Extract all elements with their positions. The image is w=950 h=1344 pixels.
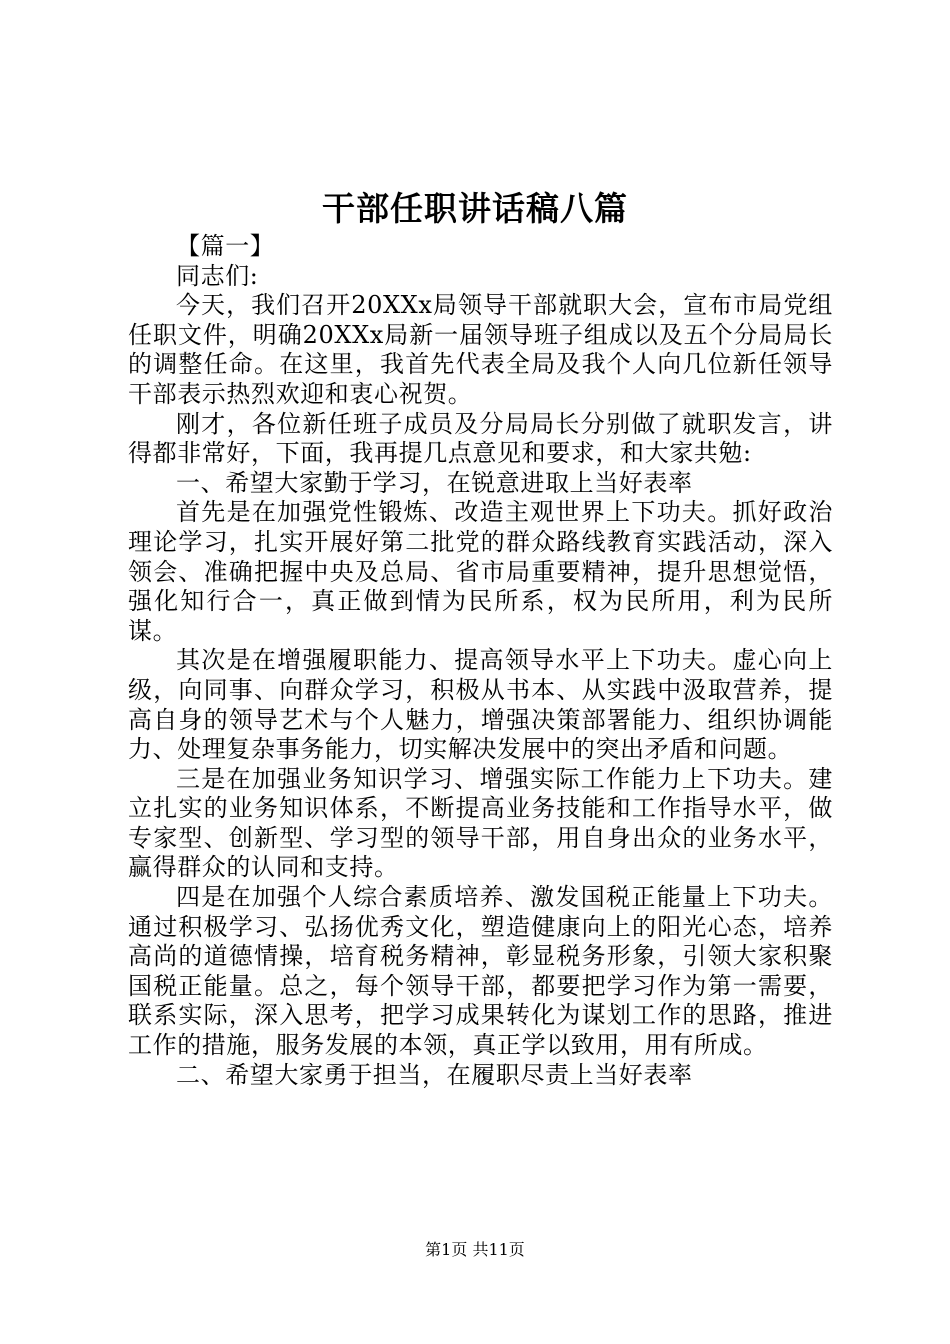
paragraph: 其次是在增强履职能力、提高领导水平上下功夫。虚心向上级，向同事、向群众学习，积极从书本、从实践中汲取营养，提高自身的领导艺术与个人魅力，增强决策部署能力、组织协调能力、处理复杂事务能力，切实解决发展中的突出矛盾和问题。 — [128, 646, 833, 764]
salutation: 同志们: — [176, 261, 259, 290]
section-heading: 二、希望大家勇于担当，在履职尽责上当好表率 — [176, 1060, 693, 1089]
paragraph: 首先是在加强党性锻炼、改造主观世界上下功夫。抓好政治理论学习，扎实开展好第二批党的群众路线教育实践活动，深入领会、准确把握中央及总局、省市局重要精神，提升思想觉悟，强化知行合一，真正做到情为民所系，权为民所用，利为民所谋。 — [128, 498, 833, 645]
section-heading: 一、希望大家勤于学习，在锐意进取上当好表率 — [176, 468, 693, 497]
page-footer: 第1页 共11页 — [425, 1240, 525, 1259]
section-label: 【篇一】 — [176, 232, 275, 260]
paragraph: 今天，我们召开20XXx局领导干部就职大会，宣布市局党组任职文件，明确20XXx局新一届领导班子组成以及五个分局局长的调整任命。在这里，我首先代表全局及我个人向几位新任领导干部表示热烈欢迎和衷心祝贺。 — [128, 291, 833, 408]
document-body — [128, 232, 833, 1090]
paragraph: 三是在加强业务知识学习、增强实际工作能力上下功夫。建立扎实的业务知识体系，不断提高业务技能和工作指导水平，做专家型、创新型、学习型的领导干部，用自身出众的业务水平，赢得群众的认同和支持。 — [128, 764, 833, 882]
paragraph: 四是在加强个人综合素质培养、激发国税正能量上下功夫。通过积极学习、弘扬优秀文化，塑造健康向上的阳光心态，培养高尚的道德情操，培育税务精神，彰显税务形象，引领大家积聚国税正能量。总之，每个领导干部，都要把学习作为第一需要，联系实际，深入思考，把学习成果转化为谋划工作的思路，推进工作的措施，服务发展的本领，真正学以致用，用有所成。 — [128, 883, 833, 1060]
paragraph: 刚才，各位新任班子成员及分局局长分别做了就职发言，讲得都非常好，下面，我再提几点意见和要求，和大家共勉: — [128, 409, 833, 468]
document-title: 干部任职讲话稿八篇 — [322, 189, 628, 228]
